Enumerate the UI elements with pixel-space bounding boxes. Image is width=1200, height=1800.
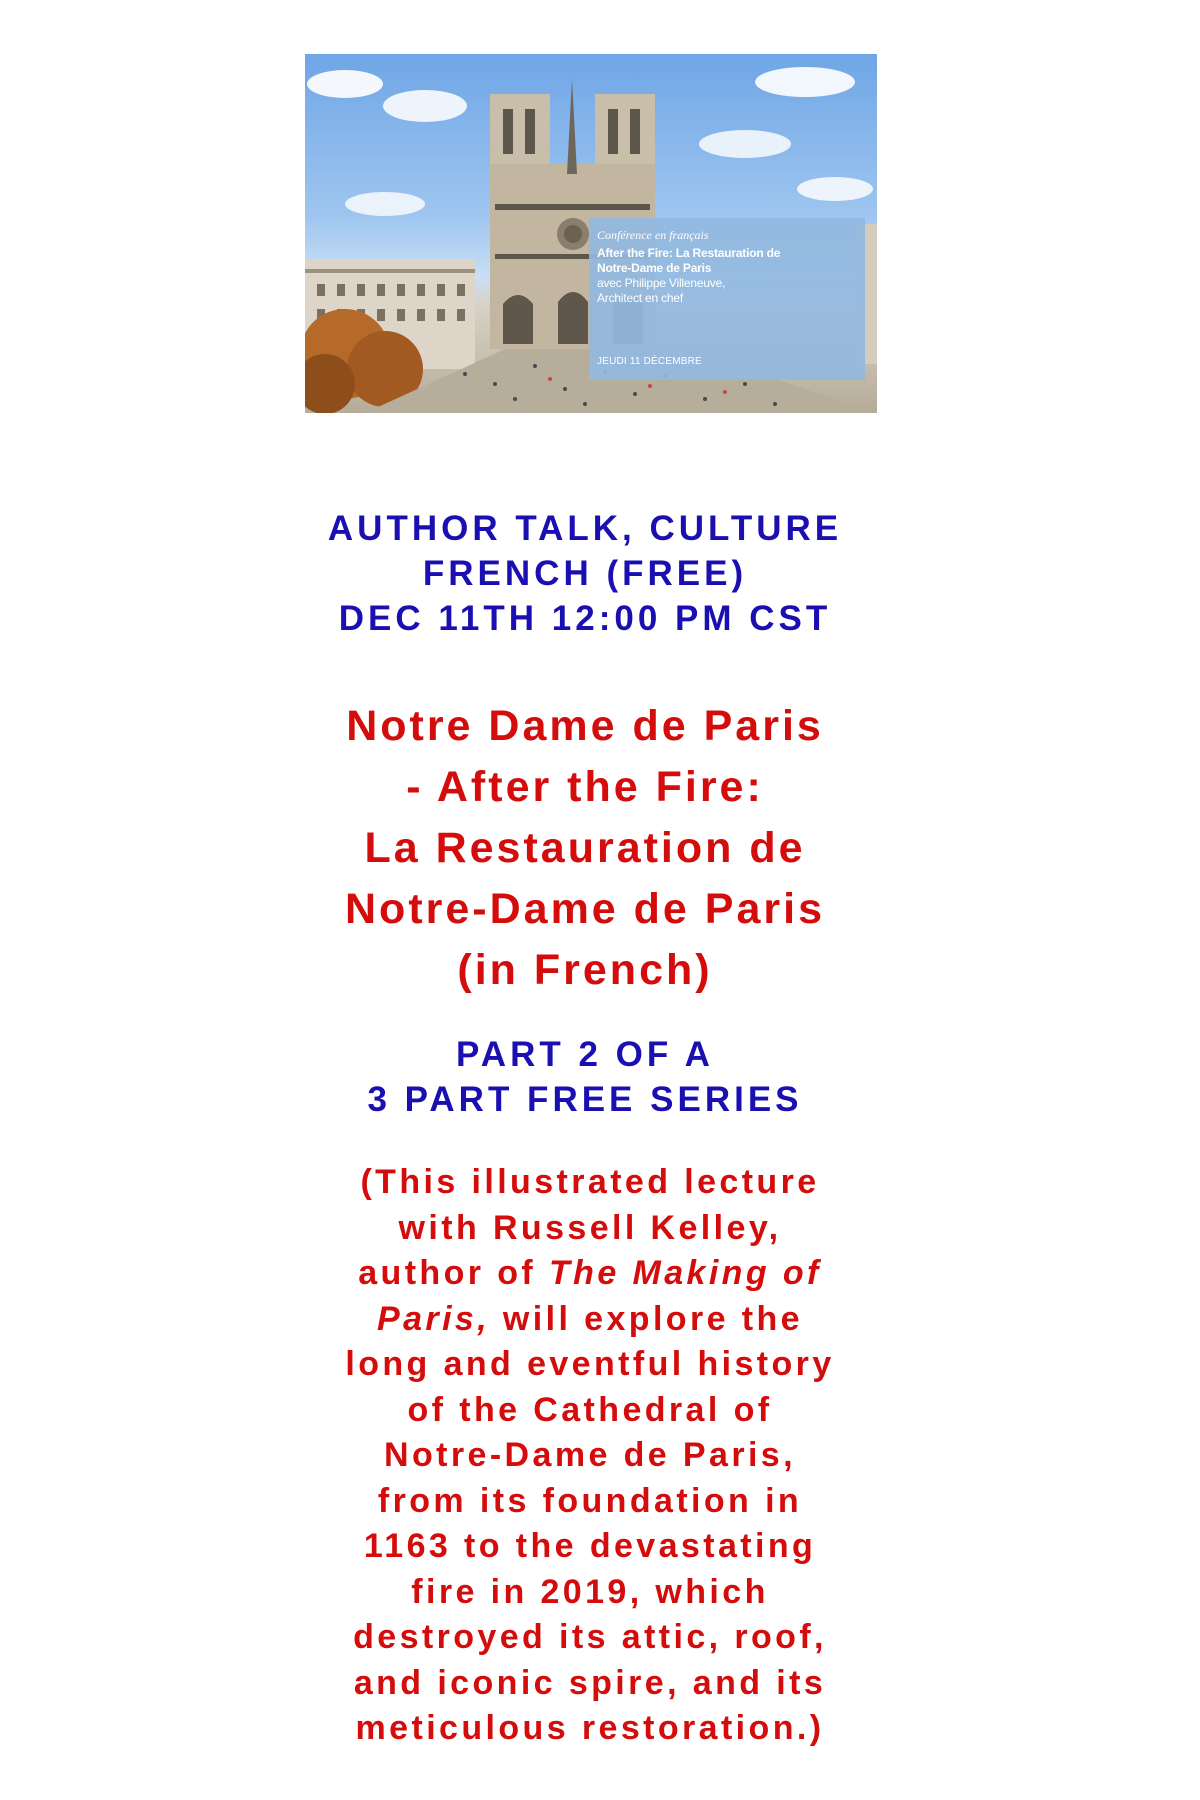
description-text: will explore the xyxy=(490,1299,803,1338)
book-title: Paris, xyxy=(377,1299,491,1338)
event-datetime: DEC 11TH 12:00 PM CST xyxy=(338,599,832,638)
description-line xyxy=(280,1251,900,1297)
description-line: long and eventful history xyxy=(345,1345,835,1383)
series-line: 3 PART FREE SERIES xyxy=(367,1080,803,1119)
event-title[interactable] xyxy=(260,696,910,1001)
hero-overlay-subtitle-line1: avec Philippe Villeneuve, xyxy=(597,276,726,290)
hero-overlay-kicker: Conférence en français xyxy=(597,228,709,242)
event-description xyxy=(280,1160,900,1752)
description-line xyxy=(280,1297,900,1343)
hero-overlay-title-line1: After the Fire: La Restauration de xyxy=(597,246,781,260)
series-line: PART 2 OF A xyxy=(456,1035,714,1074)
event-title-line: La Restauration de xyxy=(364,824,806,872)
event-title-line: Notre-Dame de Paris xyxy=(345,885,825,933)
description-line: from its foundation in xyxy=(377,1481,803,1520)
description-line: (This illustrated lecture xyxy=(360,1163,820,1201)
description-text: author of xyxy=(358,1254,549,1292)
description-line: destroyed its attic, roof, xyxy=(353,1618,827,1656)
description-line: with Russell Kelley, xyxy=(398,1208,782,1247)
description-line: Notre-Dame de Paris, xyxy=(384,1436,796,1474)
event-meta xyxy=(260,506,910,641)
hero-overlay-subtitle-line2: Architect en chef xyxy=(597,291,683,305)
hero-overlay-card xyxy=(589,218,865,380)
event-language-price: FRENCH (FREE) xyxy=(422,554,748,593)
description-line: 1163 to the devastating xyxy=(363,1527,817,1565)
description-line: and iconic spire, and its xyxy=(353,1663,827,1702)
event-title-line: Notre Dame de Paris xyxy=(346,702,824,750)
description-line: fire in 2019, which xyxy=(411,1572,769,1611)
hero-overlay-date: JEUDI 11 DÉCEMBRE xyxy=(597,356,702,367)
book-title: The Making of xyxy=(549,1254,822,1292)
event-hero-image[interactable] xyxy=(305,54,877,413)
hero-overlay-title-line2: Notre-Dame de Paris xyxy=(597,261,712,275)
description-line: meticulous restoration.) xyxy=(355,1709,825,1747)
event-categories: AUTHOR TALK, CULTURE xyxy=(327,509,843,548)
series-info xyxy=(260,1032,910,1122)
event-title-line: (in French) xyxy=(457,946,713,994)
event-title-line: - After the Fire: xyxy=(406,763,764,811)
description-line: of the Cathedral of xyxy=(407,1390,773,1429)
